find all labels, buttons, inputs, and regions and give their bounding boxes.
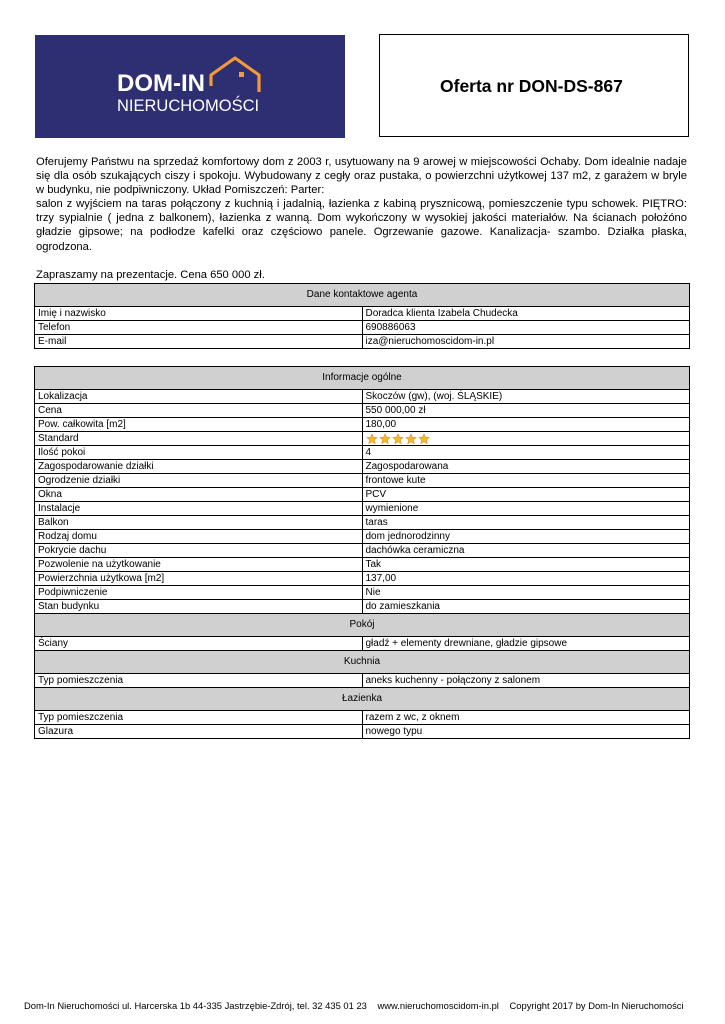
table-row (35, 390, 690, 404)
logo-subtitle: NIERUCHOMOŚCI (117, 97, 260, 115)
row-label: Ściany (35, 637, 363, 651)
table-row (35, 502, 690, 516)
row-value: Skoczów (gw), (woj. ŚLĄSKIE) (362, 390, 690, 404)
row-label: Typ pomieszczenia (35, 674, 363, 688)
agent-email-value: iza@nieruchomoscidom-in.pl (362, 335, 690, 349)
table-row (35, 516, 690, 530)
row-value: razem z wc, z oknem (362, 711, 690, 725)
row-value: 180,00 (362, 418, 690, 432)
row-value: 4 (362, 446, 690, 460)
row-value: Nie (362, 586, 690, 600)
row-value: wymienione (362, 502, 690, 516)
page-footer (24, 1000, 692, 1011)
table-row (35, 725, 690, 739)
table-row (35, 474, 690, 488)
description-paragraph: Oferujemy Państwu na sprzedaż komfortowy dom z 2003 r, usytuowany na 9 arowej w miejscowości Ochaby. Dom idealnie nadaje się dla osób szukających ciszy i spokoju. Wybudowany z cegły oraz pustaka, o powierzchni użytkowej 137 m2, z garażem w bryle w budynku, nie podpiwniczony. Układ Pomiszczeń: Parter: (36, 156, 687, 197)
company-logo (35, 35, 345, 138)
footer-address: Dom-In Nieruchomości ul. Harcerska 1b 44-335 Jastrzębie-Zdrój, tel. 32 435 01 23 (24, 1000, 367, 1011)
row-label: Pokrycie dachu (35, 544, 363, 558)
logo-graphic (35, 35, 345, 138)
table-row (35, 460, 690, 474)
row-value: taras (362, 516, 690, 530)
table-row (35, 321, 690, 335)
row-label: Typ pomieszczenia (35, 711, 363, 725)
row-value: Doradca klienta Izabela Chudecka (362, 307, 690, 321)
pokoj-section-header: Pokój (35, 614, 690, 637)
table-row (35, 544, 690, 558)
table-row (35, 530, 690, 544)
general-table-header: Informacje ogólne (35, 367, 690, 390)
row-label: Cena (35, 404, 363, 418)
table-row (35, 446, 690, 460)
star-icon (418, 433, 430, 445)
table-row (35, 637, 690, 651)
table-row (35, 488, 690, 502)
table-row (35, 404, 690, 418)
star-rating (366, 433, 431, 445)
row-label: Podpiwniczenie (35, 586, 363, 600)
row-label: Glazura (35, 725, 363, 739)
row-value: 137,00 (362, 572, 690, 586)
row-label: Lokalizacja (35, 390, 363, 404)
row-label: Zagospodarowanie działki (35, 460, 363, 474)
row-label: Stan budynku (35, 600, 363, 614)
row-label: Pow. całkowita [m2] (35, 418, 363, 432)
table-row (35, 558, 690, 572)
row-value: PCV (362, 488, 690, 502)
star-icon (366, 433, 378, 445)
row-label: Standard (35, 432, 363, 446)
row-value: 550 000,00 zł (362, 404, 690, 418)
row-label: Okna (35, 488, 363, 502)
row-label: Telefon (35, 321, 363, 335)
table-row (35, 600, 690, 614)
house-roof-icon (211, 58, 259, 92)
row-label: Powierzchnia użytkowa [m2] (35, 572, 363, 586)
logo-brand: DOM-IN (117, 70, 205, 97)
footer-website-link[interactable]: www.nieruchomoscidom-in.pl (377, 1000, 499, 1011)
table-row (35, 711, 690, 725)
row-label: Imię i nazwisko (35, 307, 363, 321)
row-value: dachówka ceramiczna (362, 544, 690, 558)
lazienka-section-header: Łazienka (35, 688, 690, 711)
row-label: Ilość pokoi (35, 446, 363, 460)
row-value: frontowe kute (362, 474, 690, 488)
description-paragraph-2: salon z wyjściem na taras połączony z kuchnią i jadalnią, łazienka z kabiną prysznicową, pomieszczenie typu schowek. PIĘTRO: trzy sypialnie ( jedna z balkonem), łazienka z wanną. Dom wykończony w wysokiej jakości materiałów. Na ścianach położóno gładzie gipsowe; na podłodze kafelki oraz częściowo panele. Ogrzewanie gazowe. Kanalizacja- szambo. Działka płaska, ogrodzona. (36, 198, 687, 253)
star-icon (392, 433, 404, 445)
star-icon (379, 433, 391, 445)
row-value: nowego typu (362, 725, 690, 739)
agent-table-header: Dane kontaktowe agenta (35, 284, 690, 307)
standard-rating (362, 432, 690, 446)
offer-description (36, 155, 687, 282)
table-row (35, 674, 690, 688)
row-value: 690886063 (362, 321, 690, 335)
row-value: dom jednorodzinny (362, 530, 690, 544)
row-value: Zagospodarowana (362, 460, 690, 474)
kuchnia-section-header: Kuchnia (35, 651, 690, 674)
agent-contact-table (34, 283, 690, 349)
table-row (35, 335, 690, 349)
row-label: Balkon (35, 516, 363, 530)
table-row (35, 418, 690, 432)
row-label: Rodzaj domu (35, 530, 363, 544)
house-window-icon (239, 72, 244, 77)
row-value: do zamieszkania (362, 600, 690, 614)
presentation-invite: Zapraszamy na prezentacje. Cena 650 000 zł. (36, 268, 265, 281)
star-icon (405, 433, 417, 445)
row-value: aneks kuchenny - połączony z salonem (362, 674, 690, 688)
row-label: Pozwolenie na użytkowanie (35, 558, 363, 572)
row-value: Tak (362, 558, 690, 572)
row-label: Ogrodzenie działki (35, 474, 363, 488)
general-info-table (34, 366, 690, 739)
row-label: E-mail (35, 335, 363, 349)
row-value: gładź + elementy drewniane, gładzie gipsowe (362, 637, 690, 651)
offer-title: Oferta nr DON-DS-867 (440, 76, 623, 96)
row-label: Instalacje (35, 502, 363, 516)
table-row (35, 586, 690, 600)
footer-copyright: Copyright 2017 by Dom-In Nieruchomości (509, 1000, 684, 1011)
table-row (35, 432, 690, 446)
table-row (35, 307, 690, 321)
table-row (35, 572, 690, 586)
